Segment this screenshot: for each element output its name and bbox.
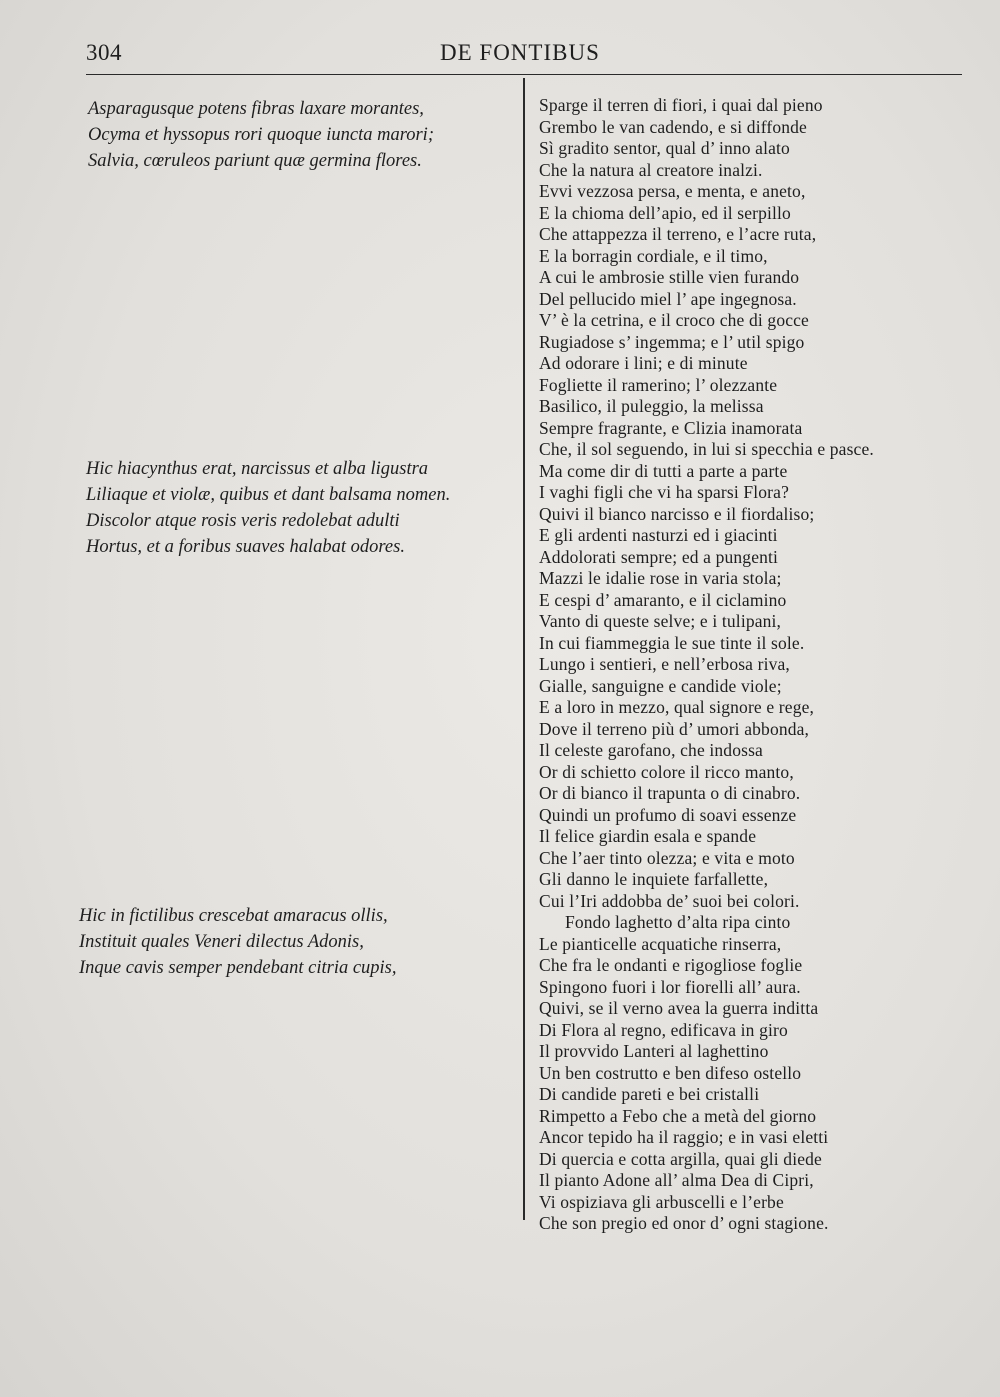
italian-line: Quivi, se il verno avea la guerra inditta — [539, 998, 819, 1018]
column-divider — [523, 78, 525, 1220]
italian-line: Lungo i sentieri, e nell’erbosa riva, — [539, 654, 790, 674]
italian-line: Le pianticelle acquatiche rinserra, — [539, 933, 782, 954]
italian-line: Fogliette il ramerino; l’ olezzante — [539, 374, 778, 395]
page-number: 304 — [86, 40, 122, 65]
latin-line: Hic hiacynthus erat, narcissus et alba ligustra — [86, 459, 429, 479]
latin-line: Discolor atque rosis veris redolebat adulti — [86, 511, 400, 531]
italian-line: Evvi vezzosa persa, e menta, e aneto, — [539, 181, 806, 201]
italian-line: Di candide pareti e bei cristalli — [539, 1084, 760, 1104]
italian-line: E la chioma dell’apio, ed il serpillo — [539, 202, 791, 223]
italian-line: E cespi d’ amaranto, e il ciclamino — [539, 589, 787, 610]
italian-line: E gli ardenti nasturzi ed i giacinti — [539, 525, 778, 545]
italian-line: Il provvido Lanteri al laghettino — [539, 1041, 769, 1061]
latin-stanza-1 — [88, 96, 434, 174]
italian-line: Quivi il bianco narcisso e il fiordaliso; — [539, 503, 815, 524]
latin-line: Hortus, et a foribus suaves halabat odores. — [86, 537, 405, 557]
latin-line: Salvia, cœruleos pariunt quæ germina flores. — [88, 151, 422, 171]
latin-line: Ocyma et hyssopus rori quoque iuncta marori; — [88, 125, 434, 145]
italian-line: E a loro in mezzo, qual signore e rege, — [539, 697, 815, 717]
italian-line: Un ben costrutto e ben difeso ostello — [539, 1062, 802, 1083]
italian-translation — [539, 95, 874, 1235]
italian-line: Che son pregio ed onor d’ ogni stagione. — [539, 1213, 829, 1233]
italian-line: Gialle, sanguigne e candide viole; — [539, 675, 782, 696]
italian-line: Ad odorare i lini; e di minute — [539, 353, 748, 373]
italian-line: Il pianto Adone all’ alma Dea di Cipri, — [539, 1170, 814, 1190]
italian-line: Addolorati sempre; ed a pungenti — [539, 546, 779, 567]
italian-line: Che l’aer tinto olezza; e vita e moto — [539, 847, 795, 868]
italian-line: Che attappezza il terreno, e l’acre ruta, — [539, 224, 817, 244]
italian-line: I vaghi figli che vi ha sparsi Flora? — [539, 482, 789, 502]
italian-line: In cui fiammeggia le sue tinte il sole. — [539, 632, 805, 653]
italian-line: Di Flora al regno, edificava in giro — [539, 1019, 788, 1040]
italian-line: Sempre fragrante, e Clizia inamorata — [539, 417, 803, 438]
italian-line: Rimpetto a Febo che a metà del giorno — [539, 1105, 817, 1126]
italian-line: Or di schietto colore il ricco manto, — [539, 761, 794, 782]
italian-line: Del pellucido miel l’ ape ingegnosa. — [539, 288, 797, 309]
latin-line: Inque cavis semper pendebant citria cupis, — [79, 958, 397, 978]
italian-line: Quindi un profumo di soavi essenze — [539, 804, 797, 825]
italian-line: Cui l’Iri addobba de’ suoi bei colori. — [539, 890, 800, 911]
italian-line: Sparge il terren di fiori, i quai dal pieno — [539, 95, 823, 115]
italian-line: Che, il sol seguendo, in lui si specchia e pasce. — [539, 439, 874, 459]
italian-line: Ma come dir di tutti a parte a parte — [539, 460, 788, 481]
italian-line: Che fra le ondanti e rigogliose foglie — [539, 955, 803, 975]
latin-line: Instituit quales Veneri dilectus Adonis, — [79, 932, 364, 952]
italian-line: Ancor tepido ha il raggio; e in vasi eletti — [539, 1127, 829, 1147]
italian-line: Gli danno le inquiete farfallette, — [539, 869, 769, 889]
italian-line: Mazzi le idalie rose in varia stola; — [539, 568, 782, 588]
italian-line: Vanto di queste selve; e i tulipani, — [539, 611, 782, 631]
italian-line: Rugiadose s’ ingemma; e l’ util spigo — [539, 331, 805, 352]
italian-line: Di quercia e cotta argilla, quai gli diede — [539, 1148, 822, 1169]
header-rule — [86, 74, 962, 75]
running-title: DE FONTIBUS — [440, 40, 600, 65]
italian-line: Che la natura al creatore inalzi. — [539, 159, 763, 180]
latin-stanza-3 — [79, 903, 397, 981]
latin-line: Hic in fictilibus crescebat amaracus ollis, — [79, 906, 388, 926]
italian-line: Dove il terreno più d’ umori abbonda, — [539, 718, 810, 739]
italian-line: Vi ospiziava gli arbuscelli e l’erbe — [539, 1191, 784, 1212]
italian-line: Or di bianco il trapunta o di cinabro. — [539, 783, 801, 803]
latin-stanza-2 — [86, 456, 450, 560]
italian-line: Basilico, il puleggio, la melissa — [539, 396, 764, 416]
italian-line: Il felice giardin esala e spande — [539, 826, 757, 846]
italian-line: Spingono fuori i lor fiorelli all’ aura. — [539, 976, 801, 997]
italian-line: E la borragin cordiale, e il timo, — [539, 245, 768, 266]
italian-line: V’ è la cetrina, e il croco che di gocce — [539, 310, 809, 330]
italian-line: Fondo laghetto d’alta ripa cinto — [565, 912, 791, 932]
latin-line: Liliaque et violæ, quibus et dant balsama nomen. — [86, 485, 451, 505]
italian-line: Grembo le van cadendo, e si diffonde — [539, 116, 807, 137]
latin-line: Asparagusque potens fibras laxare morantes, — [88, 99, 424, 119]
italian-line: A cui le ambrosie stille vien furando — [539, 267, 800, 287]
italian-line: Sì gradito sentor, qual d’ inno alato — [539, 138, 790, 158]
italian-line: Il celeste garofano, che indossa — [539, 740, 763, 760]
